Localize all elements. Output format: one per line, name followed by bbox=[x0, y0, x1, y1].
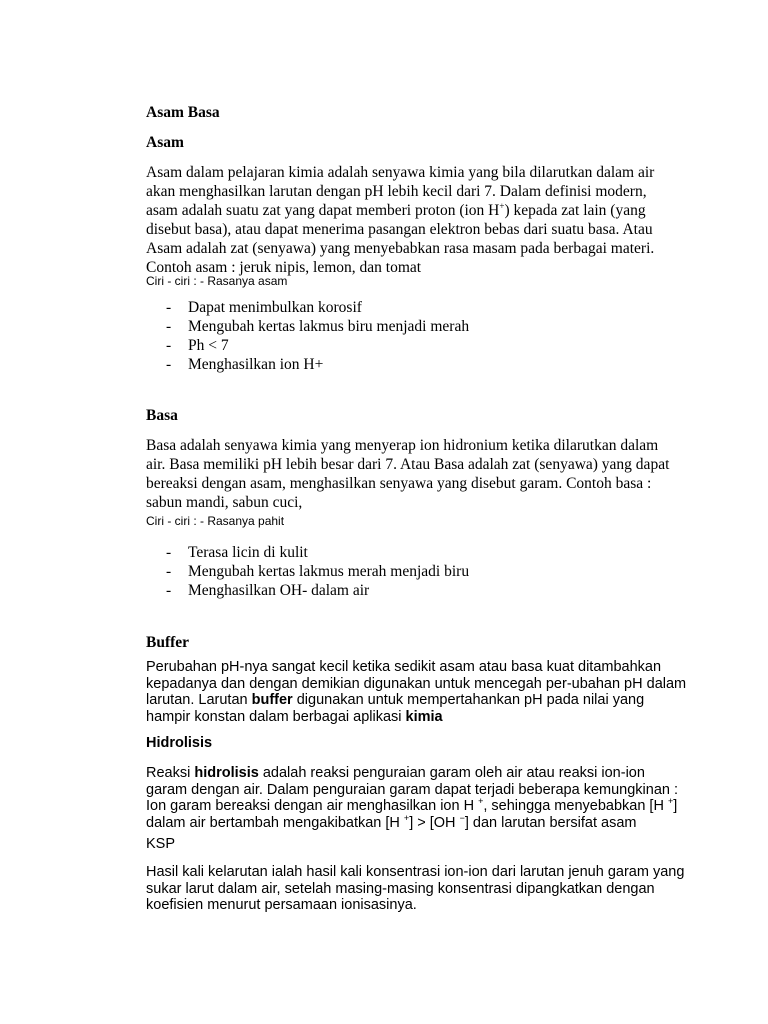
dash-bullet: - bbox=[166, 356, 172, 373]
paragraph-line: disebut basa), atau dapat menerima pasangan elektron bebas dari suatu basa. Atau bbox=[146, 221, 653, 238]
paragraph-line: larutan. Larutan buffer digunakan untuk mempertahankan pH pada nilai yang bbox=[146, 692, 645, 708]
dash-bullet: - bbox=[166, 299, 172, 316]
dash-bullet: - bbox=[166, 337, 172, 354]
paragraph-line: kepadanya dan dengan demikian digunakan untuk mencegah per-ubahan pH dalam bbox=[146, 675, 687, 692]
paragraph-line: Perubahan pH-nya sangat kecil ketika sedikit asam atau basa kuat ditambahkan bbox=[146, 659, 662, 675]
paragraph-line: koefisien menurut persamaan ionisasinya. bbox=[146, 897, 417, 913]
section-heading-buffer: Buffer bbox=[146, 634, 190, 651]
section-heading-basa: Basa bbox=[146, 407, 178, 424]
superscript: + bbox=[499, 200, 505, 211]
paragraph-line: Contoh asam : jeruk nipis, lemon, dan tomat bbox=[146, 259, 422, 276]
asam-ciri-list bbox=[146, 298, 469, 374]
section-heading-ksp: KSP bbox=[146, 836, 176, 852]
dash-bullet: - bbox=[166, 582, 172, 599]
list-item: - Menghasilkan ion H+ bbox=[166, 356, 324, 373]
basa-paragraph bbox=[146, 436, 686, 512]
list-item: - Mengubah kertas lakmus merah menjadi biru bbox=[166, 563, 470, 580]
basa-ciri-list bbox=[146, 543, 469, 600]
paragraph-line: sabun mandi, sabun cuci, bbox=[146, 494, 303, 511]
paragraph-line: garam dengan air. Dalam penguraian garam dapat terjadi beberapa kemungkinan : bbox=[146, 781, 679, 798]
paragraph-line: akan menghasilkan larutan dengan pH lebih kecil dari 7. Dalam definisi modern, bbox=[146, 183, 647, 200]
dash-bullet: - bbox=[166, 544, 172, 561]
paragraph-line: hampir konstan dalam berbagai aplikasi kimia bbox=[146, 708, 443, 725]
document-title: Asam Basa bbox=[146, 104, 220, 121]
paragraph-line: Ion garam bereaksi dengan air menghasilkan ion H +, sehingga menyebabkan [H +] bbox=[146, 796, 678, 814]
section-heading-hidrolisis: Hidrolisis bbox=[146, 735, 213, 751]
paragraph-line: Basa adalah senyawa kimia yang menyerap ion hidronium ketika dilarutkan dalam bbox=[146, 437, 659, 454]
buffer-paragraph bbox=[146, 659, 686, 725]
paragraph-line: bereaksi dengan asam, menghasilkan senyawa yang disebut garam. Contoh basa : bbox=[146, 475, 652, 492]
hidrolisis-paragraph bbox=[146, 765, 686, 831]
ksp-paragraph bbox=[146, 864, 686, 914]
list-item: - Ph < 7 bbox=[166, 337, 229, 354]
paragraph-line: dalam air bertambah mengakibatkan [H +] > [OH −] dan larutan bersifat asam bbox=[146, 812, 637, 831]
paragraph-line: Reaksi hidrolisis adalah reaksi penguraian garam oleh air atau reaksi ion-ion bbox=[146, 765, 645, 781]
paragraph-line: Asam dalam pelajaran kimia adalah senyawa kimia yang bila dilarutkan dalam air bbox=[146, 164, 655, 181]
list-item: - Terasa licin di kulit bbox=[166, 544, 308, 561]
dash-bullet: - bbox=[166, 318, 172, 335]
asam-paragraph bbox=[146, 163, 686, 277]
section-heading-asam: Asam bbox=[146, 134, 184, 151]
list-item: - Mengubah kertas lakmus biru menjadi merah bbox=[166, 318, 470, 335]
list-item: - Menghasilkan OH- dalam air bbox=[166, 582, 370, 599]
paragraph-line: Hasil kali kelarutan ialah hasil kali konsentrasi ion-ion dari larutan jenuh garam yang bbox=[146, 864, 685, 880]
dash-bullet: - bbox=[166, 563, 172, 580]
list-item: - Dapat menimbulkan korosif bbox=[166, 299, 362, 316]
paragraph-line: sukar larut dalam air, setelah masing-masing konsentrasi dipangkatkan dengan bbox=[146, 880, 655, 897]
paragraph-line: Asam adalah zat (senyawa) yang menyebabkan rasa masam pada berbagai materi. bbox=[146, 240, 655, 257]
asam-ciri-label: Ciri - ciri : - Rasanya asam bbox=[146, 274, 288, 288]
paragraph-line: air. Basa memiliki pH lebih besar dari 7. Atau Basa adalah zat (senyawa) yang dapat bbox=[146, 456, 670, 473]
paragraph-line: asam adalah suatu zat yang dapat memberi proton (ion H+) kepada zat lain (yang bbox=[146, 200, 646, 219]
basa-ciri-label: Ciri - ciri : - Rasanya pahit bbox=[146, 514, 285, 528]
